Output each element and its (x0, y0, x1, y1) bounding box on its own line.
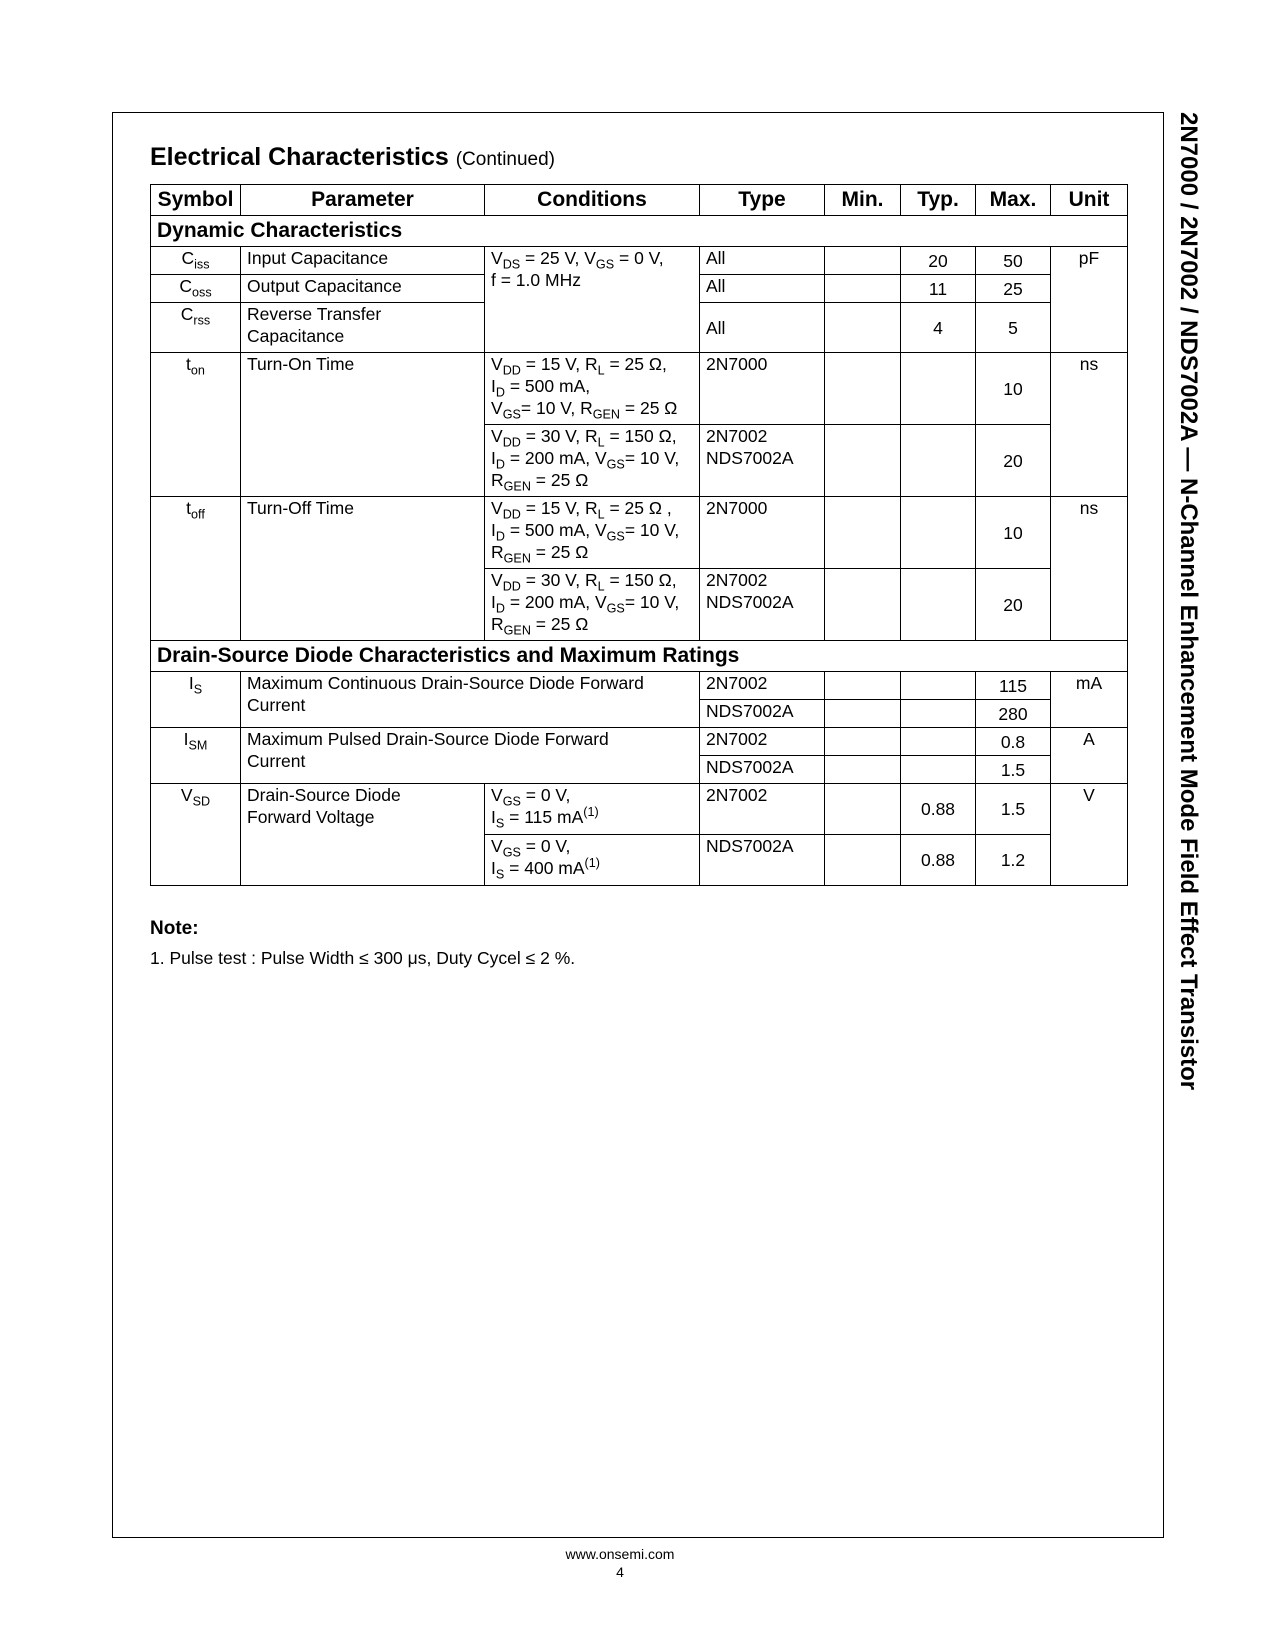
unit-ism: A (1051, 728, 1128, 784)
symbol-toff: $t_{off}$ (151, 497, 241, 641)
table-row-ciss (151, 247, 1128, 275)
max-is-2: 280 (976, 700, 1051, 728)
min-ism-1 (825, 728, 901, 756)
param-coss: Output Capacitance (241, 275, 485, 303)
max-crss: 5 (976, 303, 1051, 353)
param-ism: Maximum Pulsed Drain-Source Diode Forward Current (241, 728, 700, 784)
col-symbol: Symbol (151, 185, 241, 216)
table-row-is-1 (151, 672, 1128, 700)
max-ton-1: 10 (976, 353, 1051, 425)
min-is-1 (825, 672, 901, 700)
max-vsd-2: 1.2 (976, 835, 1051, 886)
min-toff-2 (825, 569, 901, 641)
type-toff-2: 2N7002 NDS7002A (700, 569, 825, 641)
min-vsd-2 (825, 835, 901, 886)
unit-ton: ns (1051, 353, 1128, 497)
note-1: 1. Pulse test : Pulse Width ≤ 300 μs, Duty Cycel ≤ 2 %. (150, 948, 576, 968)
max-toff-1: 10 (976, 497, 1051, 569)
param-vsd: Drain-Source Diode Forward Voltage (241, 784, 485, 886)
col-parameter: Parameter (241, 185, 485, 216)
typ-ton-2 (901, 425, 976, 497)
col-min: Min. (825, 185, 901, 216)
min-toff-1 (825, 497, 901, 569)
typ-is-1 (901, 672, 976, 700)
type-ton-2: 2N7002 NDS7002A (700, 425, 825, 497)
max-ton-2: 20 (976, 425, 1051, 497)
max-ciss: 50 (976, 247, 1051, 275)
table-row-toff-1 (151, 497, 1128, 569)
max-toff-2: 20 (976, 569, 1051, 641)
typ-ton-1 (901, 353, 976, 425)
unit-capacitance: pF (1051, 247, 1128, 353)
typ-vsd-1: 0.88 (901, 784, 976, 835)
type-crss: All (700, 303, 825, 353)
max-vsd-1: 1.5 (976, 784, 1051, 835)
typ-toff-2 (901, 569, 976, 641)
min-ton-2 (825, 425, 901, 497)
side-title: 2N7000 / 2N7002 / NDS7002A — N-Channel Enhancement Mode Field Effect Transistor (1175, 112, 1202, 1091)
unit-toff: ns (1051, 497, 1128, 641)
type-coss: All (700, 275, 825, 303)
conditions-vsd-1: $V_{GS} = 0$ V, $I_S = 115$ $mA^{(1)}$ (485, 784, 700, 835)
typ-ism-1 (901, 728, 976, 756)
param-ciss: Input Capacitance (241, 247, 485, 275)
type-vsd-2: NDS7002A (700, 835, 825, 886)
min-ciss (825, 247, 901, 275)
min-vsd-1 (825, 784, 901, 835)
typ-vsd-2: 0.88 (901, 835, 976, 886)
heading-continued: (Continued) (455, 149, 556, 170)
param-crss: Reverse Transfer Capacitance (241, 303, 485, 353)
unit-vsd: V (1051, 784, 1128, 886)
unit-is: mA (1051, 672, 1128, 728)
conditions-capacitance: $V_{DS} = 25$ V, $V_{GS} = 0$ V, f = 1.0 MHz (485, 247, 700, 353)
section-diode: Drain-Source Diode Characteristics and Maximum Ratings (151, 641, 1128, 672)
max-ism-2: 1.5 (976, 756, 1051, 784)
page-number: 4 (616, 1564, 624, 1580)
type-ism-1: 2N7002 (700, 728, 825, 756)
col-max: Max. (976, 185, 1051, 216)
conditions-ton-1: $V_{DD} = 15$ V, $R_L = 25$ Ω, $I_D = 500$ mA, $V_{GS}= 10$ V, $R_{GEN} = 25$ Ω (485, 353, 700, 425)
col-conditions: Conditions (485, 185, 700, 216)
param-is: Maximum Continuous Drain-Source Diode Forward Current (241, 672, 700, 728)
section-dynamic: Dynamic Characteristics (151, 216, 1128, 247)
table-row-ton-1 (151, 353, 1128, 425)
param-toff: Turn-Off Time (241, 497, 485, 641)
symbol-ism: $I_{SM}$ (151, 728, 241, 784)
header-row (151, 185, 1128, 216)
type-ciss: All (700, 247, 825, 275)
max-is-1: 115 (976, 672, 1051, 700)
symbol-ton: $t_{on}$ (151, 353, 241, 497)
section-heading (150, 143, 555, 172)
table-row-ism-1 (151, 728, 1128, 756)
min-ism-2 (825, 756, 901, 784)
notes (150, 918, 575, 969)
conditions-vsd-2: $V_{GS} = 0$ V, $I_S = 400$ $mA^{(1)}$ (485, 835, 700, 886)
symbol-ciss: $C_{iss}$ (151, 247, 241, 275)
symbol-is: $I_S$ (151, 672, 241, 728)
notes-heading: Note: (150, 918, 199, 939)
param-ton: Turn-On Time (241, 353, 485, 497)
type-toff-1: 2N7000 (700, 497, 825, 569)
typ-toff-1 (901, 497, 976, 569)
table-row-vsd-1 (151, 784, 1128, 835)
type-is-1: 2N7002 (700, 672, 825, 700)
symbol-coss: $C_{oss}$ (151, 275, 241, 303)
type-is-2: NDS7002A (700, 700, 825, 728)
min-coss (825, 275, 901, 303)
max-coss: 25 (976, 275, 1051, 303)
typ-crss: 4 (901, 303, 976, 353)
col-unit: Unit (1051, 185, 1128, 216)
type-vsd-1: 2N7002 (700, 784, 825, 835)
type-ton-1: 2N7000 (700, 353, 825, 425)
heading-main: Electrical Characteristics (150, 143, 449, 171)
electrical-characteristics-table (150, 184, 1128, 886)
typ-ciss: 20 (901, 247, 976, 275)
typ-coss: 11 (901, 275, 976, 303)
col-type: Type (700, 185, 825, 216)
typ-is-2 (901, 700, 976, 728)
col-typ: Typ. (901, 185, 976, 216)
footer-url: www.onsemi.com (565, 1546, 675, 1562)
type-ism-2: NDS7002A (700, 756, 825, 784)
symbol-crss: $C_{rss}$ (151, 303, 241, 353)
min-is-2 (825, 700, 901, 728)
conditions-toff-1: $V_{DD} = 15$ V, $R_L = 25$ Ω , $I_D = 500$ mA, $V_{GS}= 10$ V, $R_{GEN} = 25$ Ω (485, 497, 700, 569)
conditions-ton-2: $V_{DD} = 30$ V, $R_L = 150$ Ω, $I_D = 200$ mA, $V_{GS}= 10$ V, $R_{GEN} = 25$ Ω (485, 425, 700, 497)
symbol-vsd: $V_{SD}$ (151, 784, 241, 886)
max-ism-1: 0.8 (976, 728, 1051, 756)
min-crss (825, 303, 901, 353)
typ-ism-2 (901, 756, 976, 784)
conditions-toff-2: $V_{DD} = 30$ V, $R_L = 150$ Ω, $I_D = 200$ mA, $V_{GS}= 10$ V, $R_{GEN} = 25$ Ω (485, 569, 700, 641)
min-ton-1 (825, 353, 901, 425)
